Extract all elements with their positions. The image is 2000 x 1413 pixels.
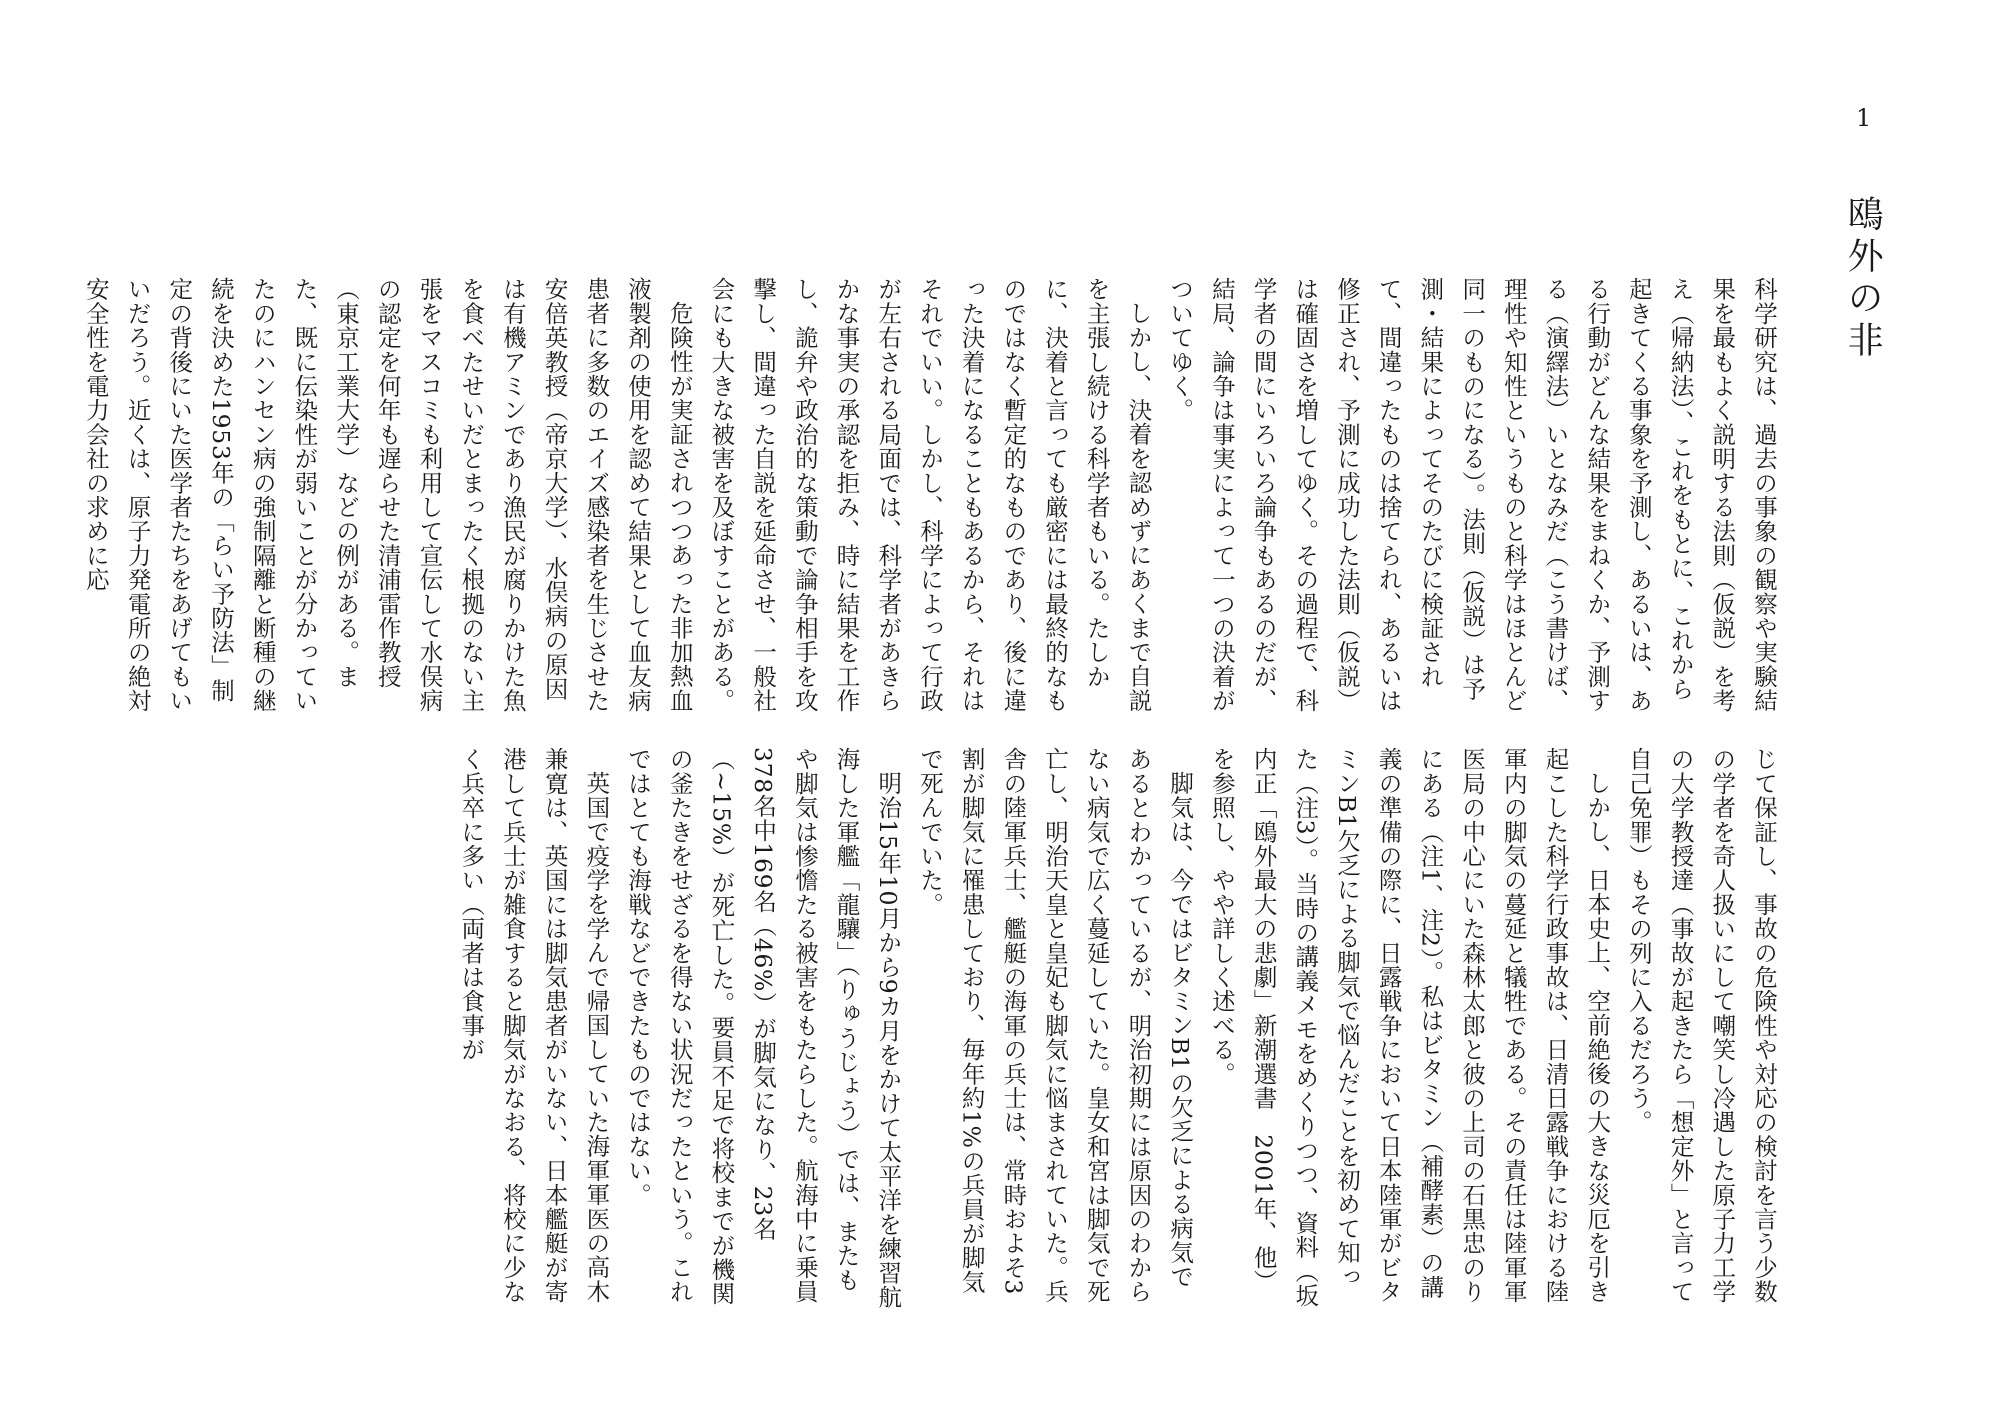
page-number: 1 xyxy=(1856,104,1872,132)
paragraph: 英国で疫学を学んで帰国していた海軍軍医の高木兼寛は、英国には脚気患者がいない、日本艦艇が寄港して兵士が雑食すると脚気がなおる、将校に少なく兵卒に多い（両者は食事が xyxy=(457,747,611,1304)
paragraph: 科学研究は、過去の事象の観察や実験結果を最もよく説明する法則（仮説）を考え（帰納法）、これをもとに、これから起きてくる事象を予測し、あるいは、ある行動がどんな結果をまねくか、予測する（演繹法）いとなみだ（こう書けば、理性や知性というものと科学はほとんど同一のものになる）。法則（仮説）は予測・結果によってそのたびに検証されて、間違ったものは捨てられ、あるいは修正され、予測に成功した法則（仮説）は確固さを増してゆく。その過程で、科学者の間にいろいろ論争もあるのだが、結局、論争は事実によって一つの決着がついてゆく。 xyxy=(1166,277,1778,713)
page-title: 鴎外の非 xyxy=(1842,195,1884,363)
paragraph: 脚気は、今ではビタミンB1の欠乏による病気であるとわかっているが、明治初期には原因のわからない病気で広く蔓延していた。皇女和宮は脚気で死亡し、明治天皇と皇妃も脚気に悩まされていた。兵舎の陸軍兵士、艦艇の海軍の兵士は、常時およそ3割が脚気に罹患しており、毎年約1%の兵員が脚気で死んでいた。 xyxy=(915,747,1195,1304)
paragraph: 危険性が実証されつつあった非加熱血液製剤の使用を認めて結果として血友病患者に多数のエイズ感染者を生じさせた安倍英教授（帝京大学）、水俣病の原因は有機アミンであり漁民が腐りかけた魚を食べたせいだとまったく根拠のない主張をマスコミも利用して宣伝して水俣病の認定を何年も遅らせた清浦雷作教授（東京工業大学）などの例がある。また、既に伝染性が弱いことが分かっていたのにハンセン病の強制隔離と断種の継続を決めた1953年の「らい予防法」制定の背後にいた医学者たちをあげてもいいだろう。近くは、原子力発電所の絶対安全性を電力会社の求めに応 xyxy=(81,277,694,713)
lower-text-tier xyxy=(150,747,1784,1310)
paragraph: しかし、決着を認めずにあくまで自説を主張し続ける科学者もいる。たしかに、決着と言っても厳密には最終的なものではなく暫定的なものであり、後に違った決着になることもあるから、それはそれでいい。しかし、科学によって行政が左右される局面では、科学者があきらかな事実の承認を拒み、時に結果を工作し、詭弁や政治的な策動で論争相手を攻撃し、間違った自説を延命させ、一般社会にも大きな被害を及ぼすことがある。 xyxy=(707,277,1153,713)
upper-text-tier xyxy=(81,277,1784,722)
paragraph: 明治15年10月から9カ月をかけて太平洋を練習航海した軍艦「龍驤」（りゅうじょう）では、またもや脚気は惨憺たる被害をもたらした。航海中に乗員378名中169名（46%）が脚気になり、23名（~15%）が死亡した。要員不足で将校までが機関の釜たきをせざるを得ない状況だったという。これではとても海戦などできたものではない。 xyxy=(624,747,903,1309)
paragraph: じて保証し、事故の危険性や対応の検討を言う少数の学者を奇人扱いにして嘲笑し冷遇した原子力工学の大学教授達（事故が起きたら「想定外」と言って自己免罪）もその列に入るだろう。 xyxy=(1624,747,1778,1304)
paragraph: しかし、日本史上、空前絶後の大きな災厄を引き起こした科学行政事故は、日清日露戦争における陸軍内の脚気の蔓延と犠牲である。その責任は陸軍軍医局の中心にいた森林太郎と彼の上司の石黒忠のりにある（注1、注2）。私はビタミン（補酵素）の講義の準備の際に、日露戦争において日本陸軍がビタミンB1欠乏による脚気で悩んだことを初めて知った（注3）。当時の講義メモをめくりつつ、資料（坂内正「鴎外最大の悲劇」新潮選書 2001年、他）を参照し、やや詳しく述べる。 xyxy=(1207,747,1612,1308)
